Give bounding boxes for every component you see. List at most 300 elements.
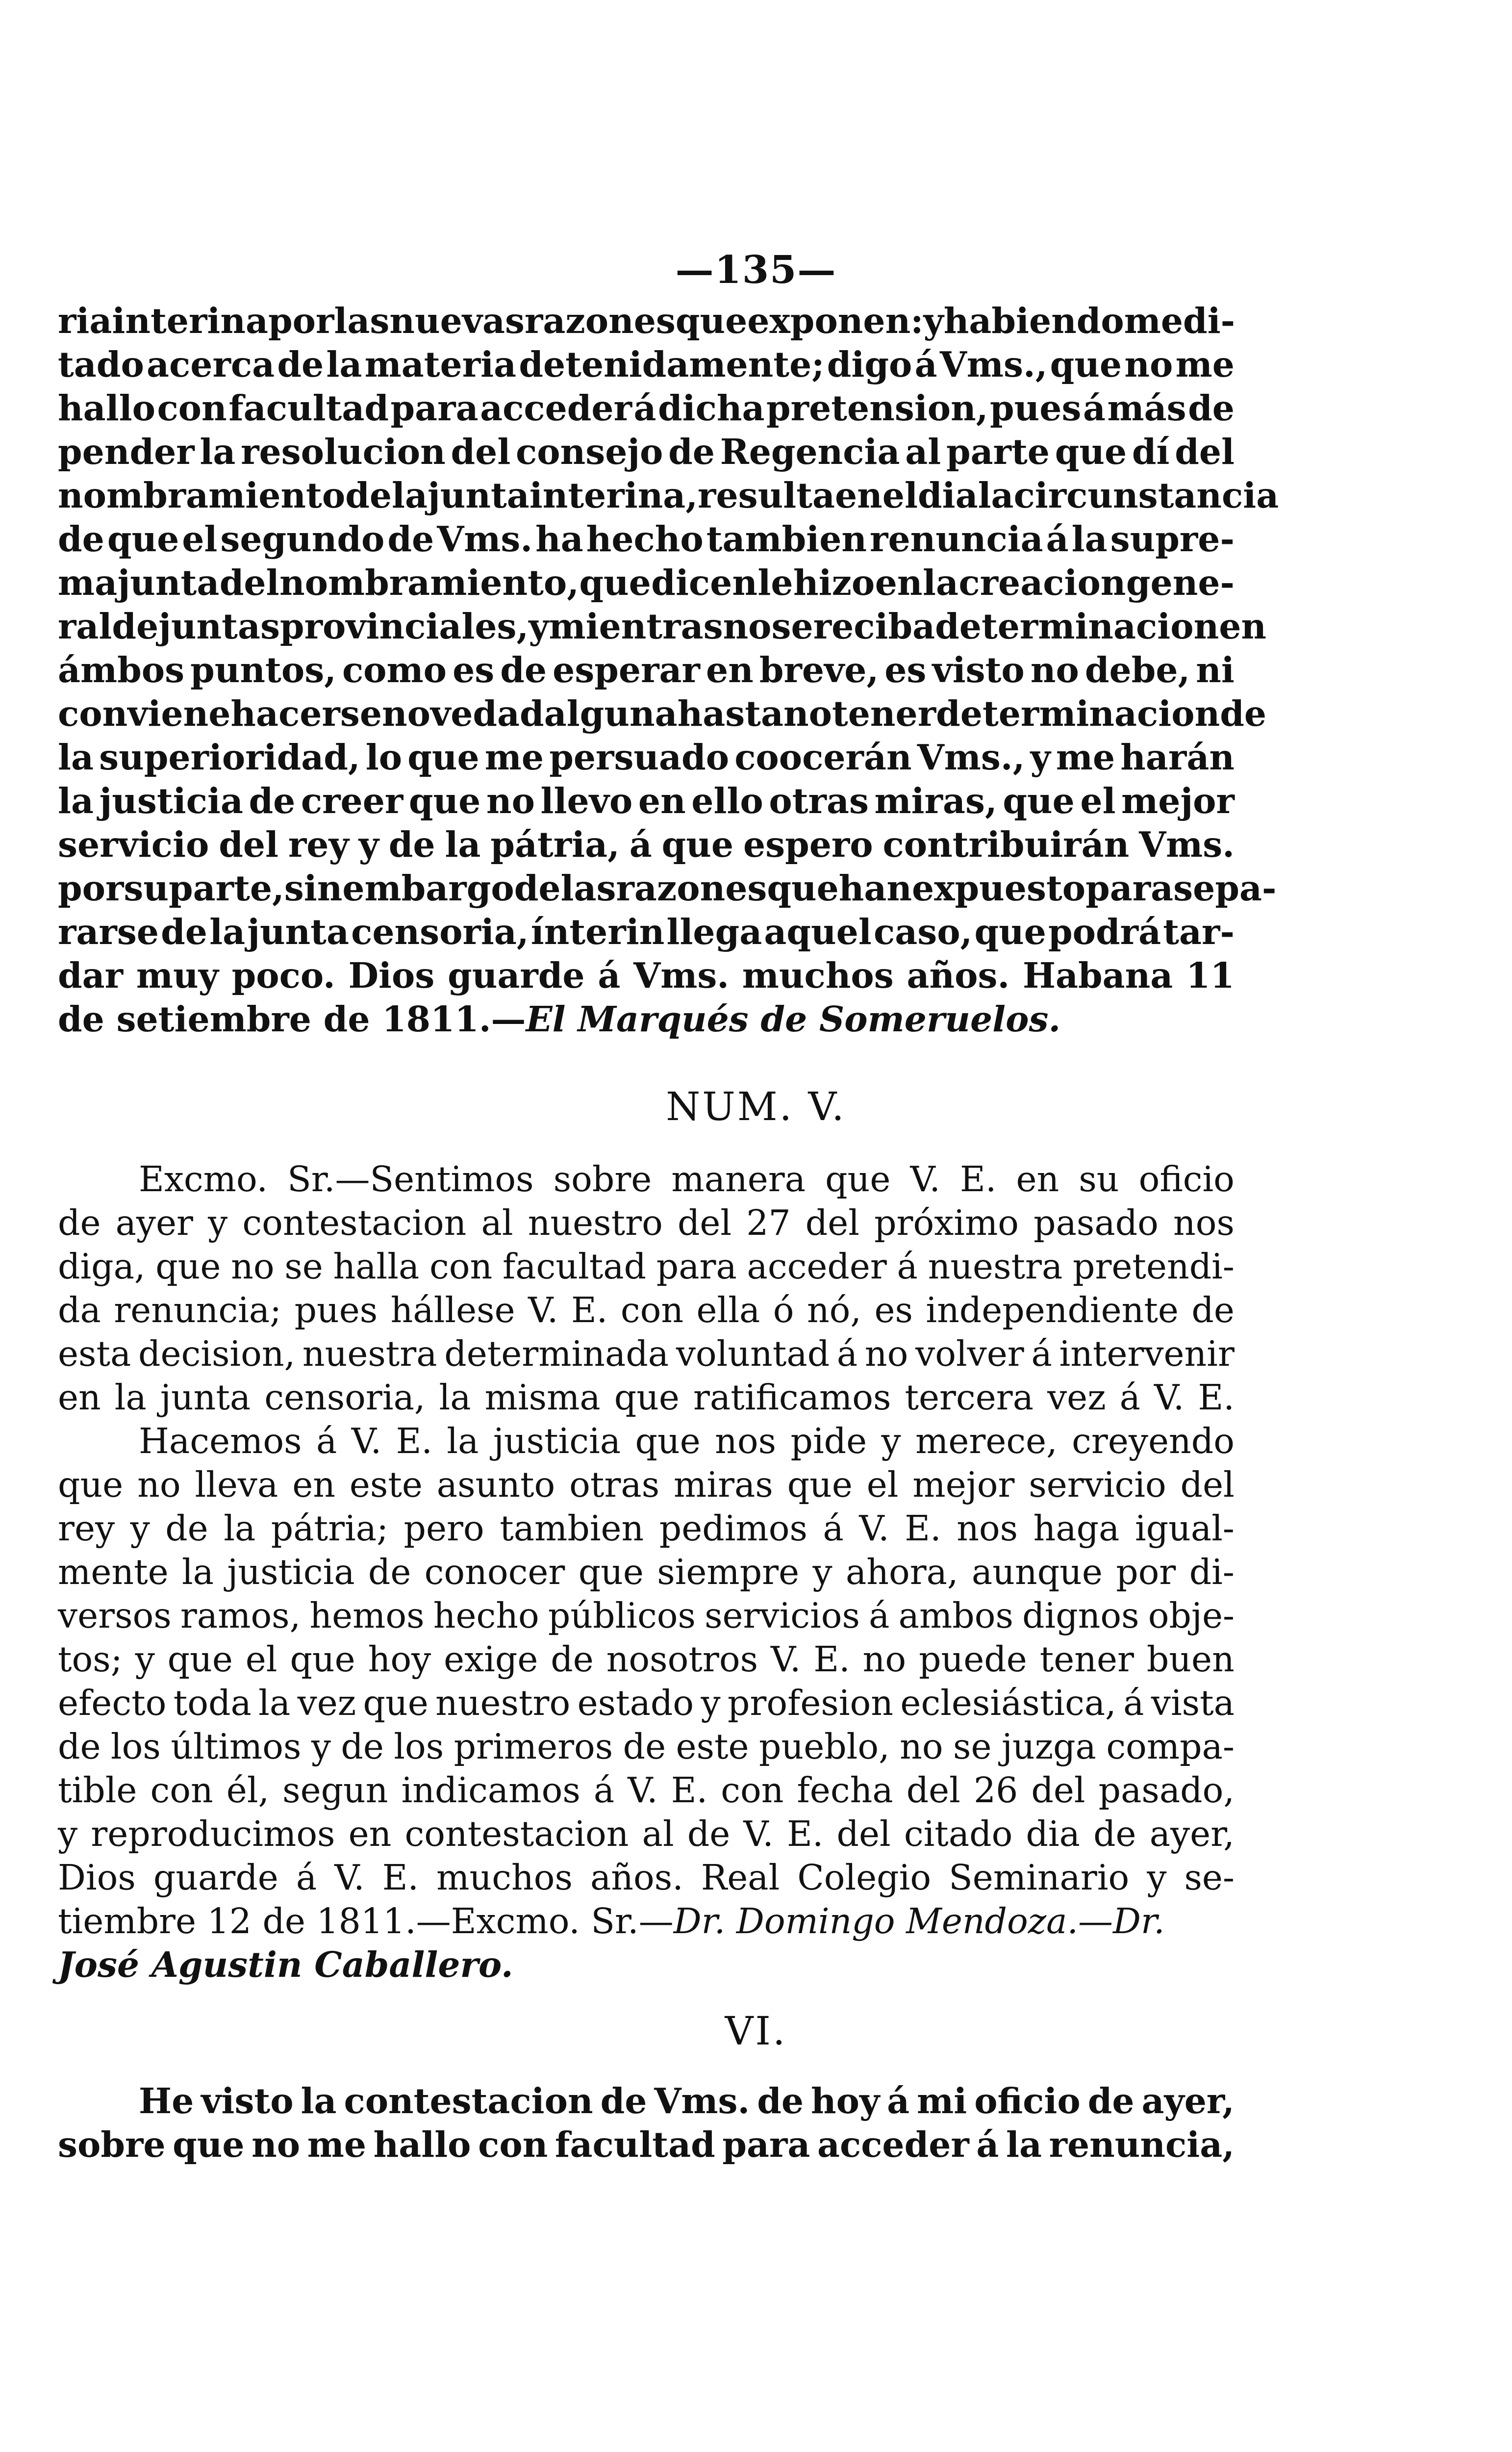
word: hoy — [368, 1639, 431, 1680]
word: mientras — [549, 606, 723, 647]
word: junta — [160, 1377, 251, 1418]
word: breve, — [759, 649, 879, 690]
word: de — [341, 1726, 384, 1767]
word: ello — [691, 780, 763, 821]
word: ramos, — [180, 1595, 301, 1636]
word: nombramiento — [58, 475, 346, 516]
word: servicio — [58, 824, 209, 865]
word: acerca — [147, 344, 275, 385]
word: no — [1030, 649, 1079, 690]
word: haga — [1033, 1508, 1120, 1549]
word: misma — [484, 1377, 601, 1418]
word: contestacion — [404, 1813, 629, 1854]
word: su — [1079, 1159, 1119, 1200]
word: ayer, — [1149, 1813, 1235, 1854]
word: que — [974, 911, 1046, 952]
word: obje- — [1148, 1595, 1235, 1636]
word: Vms. — [1139, 824, 1235, 865]
word: profesion — [727, 1683, 894, 1723]
word: contribuirán — [882, 824, 1130, 865]
word: no — [137, 1464, 181, 1505]
word: nosotros — [606, 1639, 758, 1680]
text-line — [58, 1856, 1235, 1899]
word: sin — [284, 868, 343, 909]
text-line — [58, 1768, 1235, 1812]
word: E. — [959, 1159, 997, 1200]
word: parte — [946, 431, 1050, 472]
word: medi- — [1124, 300, 1235, 341]
word: por — [268, 300, 334, 341]
word: de — [668, 431, 715, 472]
word: hacerse — [230, 693, 382, 734]
word: que — [825, 1159, 891, 1200]
word: censoria, — [351, 911, 529, 952]
word: Dios — [348, 955, 435, 996]
word: servicio — [1029, 1464, 1166, 1505]
word: Real — [701, 1857, 780, 1898]
page-number: —135— — [675, 248, 837, 292]
word: oficio — [1138, 1159, 1235, 1200]
signature-line — [58, 1943, 1235, 1987]
word: ratificamos — [693, 1377, 891, 1418]
word: hoy — [810, 2080, 880, 2121]
word: Colegio — [797, 1857, 932, 1898]
word: de — [1087, 2080, 1134, 2121]
word: aunque — [971, 1552, 1103, 1592]
word: me — [484, 737, 544, 778]
word: el — [245, 1639, 277, 1680]
word: con — [429, 1246, 493, 1287]
word: Habana — [1022, 955, 1173, 996]
word: para — [390, 387, 479, 429]
word: de — [1220, 693, 1267, 734]
word: del — [1175, 431, 1235, 472]
text-line — [58, 954, 1235, 997]
word: de — [600, 2080, 647, 2121]
word: facultad — [228, 387, 389, 429]
word: sobre — [58, 2124, 166, 2165]
word: podrá — [1048, 911, 1161, 952]
word: y — [701, 1683, 721, 1723]
word: se — [284, 1246, 323, 1287]
word: pátria, — [490, 824, 620, 865]
word: ha — [535, 518, 583, 560]
word: nuestro — [528, 1202, 663, 1243]
text-line — [58, 1594, 1235, 1637]
word: á — [633, 387, 656, 429]
word: decision, — [138, 1333, 296, 1374]
word: Dios — [58, 1857, 136, 1898]
word: nos — [957, 1508, 1018, 1549]
word: dí — [1132, 431, 1170, 472]
word: le — [757, 562, 793, 603]
word: la — [439, 1377, 471, 1418]
word: mejor — [912, 1464, 1015, 1505]
word: de — [1093, 1813, 1136, 1854]
word: su — [124, 868, 169, 909]
word: que — [1050, 344, 1122, 385]
word: del — [836, 1813, 891, 1854]
word: que — [767, 868, 839, 909]
word: tambien — [500, 1508, 644, 1549]
word: al — [481, 1202, 513, 1243]
word: que — [58, 1464, 124, 1505]
word: halla — [333, 1246, 420, 1287]
word: la — [445, 824, 481, 865]
word: que — [614, 1377, 680, 1418]
word: nuestra — [928, 1246, 1063, 1287]
word: de — [757, 2080, 804, 2121]
word: las — [560, 868, 616, 909]
word: á — [1046, 518, 1069, 560]
word: rarse — [58, 911, 159, 952]
text-line — [58, 474, 1279, 517]
text-line — [58, 299, 1235, 343]
word: nó, — [806, 1290, 861, 1330]
word: hallo — [373, 2124, 471, 2165]
word: como — [342, 649, 447, 690]
word: ral — [58, 606, 112, 647]
word: lleva — [195, 1464, 278, 1505]
word: servicios — [705, 1595, 860, 1636]
word: Vms., — [939, 344, 1048, 385]
word: esperar — [553, 649, 700, 690]
word: provinciales, — [279, 606, 529, 647]
word: con — [478, 2124, 548, 2165]
word: citado — [904, 1813, 1013, 1854]
word: á — [316, 1421, 337, 1461]
word: públicos — [548, 1595, 696, 1636]
word: de — [387, 518, 434, 560]
word: poco. — [231, 955, 335, 996]
word: me — [307, 2124, 367, 2165]
word: detenidamente; — [519, 344, 825, 385]
word: voluntad — [676, 1333, 830, 1374]
word: hallo — [58, 387, 155, 429]
word: pedimos — [659, 1508, 807, 1549]
word: de — [277, 344, 324, 385]
word: pretension, — [766, 387, 988, 429]
word: nuevas — [389, 300, 525, 341]
word: circunstancia — [1013, 475, 1279, 516]
word: vez — [1047, 1377, 1106, 1418]
word: dar — [58, 955, 124, 996]
text-line — [58, 1681, 1235, 1725]
text-line — [58, 1419, 1235, 1463]
word: pasado — [1033, 1202, 1159, 1243]
word: á — [914, 344, 937, 385]
word: llevo — [540, 780, 633, 821]
word: de — [112, 606, 159, 647]
word: persuado — [549, 737, 730, 778]
word: dicen — [651, 562, 757, 603]
word: tos; — [58, 1639, 123, 1680]
word: por — [58, 868, 124, 909]
word: se — [771, 606, 813, 647]
word: que — [675, 300, 748, 341]
word: coocerán — [734, 737, 912, 778]
word: sobre — [553, 1159, 652, 1200]
word: de — [1191, 1290, 1235, 1330]
word: espero — [743, 824, 873, 865]
word: miras, — [874, 780, 997, 821]
word: guarde — [448, 955, 585, 996]
text-line — [58, 1550, 1235, 1594]
word: puntos, — [190, 649, 336, 690]
word: de — [514, 868, 561, 909]
word: Vms. — [633, 955, 730, 996]
word: y — [135, 1639, 155, 1680]
word: reciba — [813, 606, 935, 647]
word: juntas — [158, 606, 280, 647]
word: Vms. — [437, 518, 533, 560]
text-line — [58, 823, 1235, 867]
word: dignos — [1022, 1595, 1139, 1636]
word: rey — [288, 824, 349, 865]
text-line — [58, 561, 1235, 605]
word: nuestro — [435, 1683, 571, 1723]
word: juzga — [1001, 1726, 1096, 1767]
word: el — [182, 518, 218, 560]
word: tambien — [706, 518, 867, 560]
word: la — [301, 2080, 337, 2121]
word: embargo — [342, 868, 514, 909]
word: que — [167, 1639, 233, 1680]
text-line — [58, 1201, 1235, 1245]
word: ni — [1196, 649, 1235, 690]
word: E. — [396, 1421, 432, 1461]
word: de — [161, 911, 207, 952]
word: y — [58, 1813, 78, 1854]
closing-date: de setiembre de 1811.— — [58, 998, 526, 1040]
word: en — [875, 562, 923, 603]
word: exige — [444, 1639, 538, 1680]
word: que — [407, 737, 479, 778]
word: más — [1107, 387, 1186, 429]
word: compa- — [1106, 1726, 1235, 1767]
word: el — [866, 1464, 899, 1505]
word: pero — [403, 1508, 484, 1549]
word: ó — [773, 1290, 794, 1330]
word: justicia — [493, 1421, 621, 1461]
word: años. — [907, 955, 1010, 996]
closing-date: tiembre 12 de 1811.—Excmo. Sr.— — [58, 1901, 674, 1941]
word: que — [155, 1246, 221, 1287]
word: puede — [919, 1639, 1027, 1680]
text-line — [58, 2123, 1235, 2167]
text-line — [58, 1245, 1235, 1288]
word: la — [392, 475, 428, 516]
word: caso, — [873, 911, 973, 952]
word: hemos — [309, 1595, 425, 1636]
word: toda — [173, 1683, 252, 1723]
word: debe, — [1084, 649, 1190, 690]
word: interina, — [529, 475, 698, 516]
word: la — [58, 780, 94, 821]
word: V. — [1154, 1377, 1184, 1418]
word: de — [500, 649, 547, 690]
word: del — [677, 1202, 732, 1243]
word: E. — [671, 1770, 708, 1811]
word: acceder — [747, 1246, 887, 1287]
word: ria — [58, 300, 112, 341]
word: tener — [1039, 1639, 1134, 1680]
word: hecho — [586, 518, 704, 560]
text-line — [58, 1725, 1235, 1768]
word: la — [922, 562, 958, 603]
word: Seminario — [949, 1857, 1130, 1898]
word: supre- — [1110, 518, 1235, 560]
word: la — [1006, 2124, 1042, 2165]
word: pender — [58, 431, 195, 472]
word: la — [978, 475, 1014, 516]
word: segun — [282, 1770, 388, 1811]
word: en — [348, 1813, 392, 1854]
word: alguna — [544, 693, 678, 734]
word: renuncia; — [114, 1290, 282, 1330]
word: de — [58, 1202, 101, 1243]
word: que — [787, 1464, 853, 1505]
word: me — [1056, 737, 1115, 778]
word: justicia — [227, 1552, 355, 1592]
signature: José Agustin Caballero. — [58, 1944, 513, 1985]
word: V. — [770, 1639, 801, 1680]
word: oficio — [974, 2080, 1081, 2121]
text-line — [58, 1157, 1235, 1201]
word: Excmo. — [139, 1159, 268, 1200]
word: V. — [628, 1770, 658, 1811]
word: para — [722, 2124, 810, 2165]
word: y — [923, 300, 944, 341]
word: del — [805, 1202, 859, 1243]
word: que — [578, 1552, 644, 1592]
word: ámbos — [58, 649, 185, 690]
word: á — [629, 824, 652, 865]
word: del — [1180, 1464, 1235, 1505]
word: tar- — [1163, 911, 1235, 952]
word: al — [642, 1813, 674, 1854]
word: la — [447, 1421, 479, 1461]
word: á — [598, 955, 621, 996]
word: en — [292, 1464, 335, 1505]
word: pretendi- — [1073, 1246, 1235, 1287]
word: que — [661, 824, 734, 865]
word: He — [139, 2080, 194, 2121]
heading-num-v: NUM. V. — [666, 1084, 846, 1129]
word: á — [823, 1508, 844, 1549]
word: otras — [569, 1464, 660, 1505]
word: este — [349, 1464, 423, 1505]
word: á — [976, 2124, 999, 2165]
word: el — [882, 475, 918, 516]
word: creyendo — [1072, 1421, 1235, 1461]
word: Sr.—Sentimos — [287, 1159, 534, 1200]
word: pueblo, — [759, 1726, 890, 1767]
word: tado — [58, 344, 144, 385]
word: y — [358, 824, 379, 865]
word: renuncia, — [1049, 2124, 1235, 2165]
word: junta — [428, 475, 529, 516]
word: de — [165, 1508, 208, 1549]
word: no — [486, 780, 535, 821]
word: dia — [1026, 1813, 1080, 1854]
word: justicia — [99, 780, 243, 821]
word: no — [723, 606, 772, 647]
word: manera — [671, 1159, 806, 1200]
word: de — [345, 475, 392, 516]
word: con — [620, 1290, 684, 1330]
word: tercera — [905, 1377, 1034, 1418]
word: y — [311, 1726, 331, 1767]
word: mente — [58, 1552, 169, 1592]
word: la — [58, 737, 94, 778]
word: renuncia — [870, 518, 1043, 560]
word: á — [296, 1857, 317, 1898]
word: al — [905, 431, 941, 472]
word: para — [1085, 868, 1174, 909]
word: pasado, — [1098, 1770, 1235, 1811]
word: diga, — [58, 1246, 146, 1287]
word: de — [623, 1726, 666, 1767]
text-line — [58, 1812, 1235, 1856]
word: habiendo — [943, 300, 1124, 341]
word: gene- — [1126, 562, 1235, 603]
word: V. — [528, 1290, 558, 1330]
word: de — [368, 1552, 411, 1592]
word: de — [687, 1813, 731, 1854]
word: muchos — [436, 1857, 573, 1898]
word: reproducimos — [91, 1813, 335, 1854]
word: y — [1147, 1857, 1167, 1898]
word: mi — [917, 2080, 967, 2121]
word: eclesiástica, — [900, 1683, 1116, 1723]
word: junta — [247, 911, 349, 952]
word: las — [334, 300, 390, 341]
word: conviene — [58, 693, 231, 734]
word: mejor — [1121, 780, 1235, 821]
word: han — [838, 868, 912, 909]
text-line — [58, 1288, 1235, 1332]
word: interina — [112, 300, 268, 341]
word: resulta — [698, 475, 835, 516]
word: él, — [226, 1770, 270, 1811]
word: próximo — [874, 1202, 1019, 1243]
word: di- — [1189, 1552, 1235, 1592]
text-line — [58, 779, 1235, 823]
word: nuestra — [302, 1333, 437, 1374]
word: razones — [525, 300, 676, 341]
word: los — [110, 1726, 161, 1767]
word: dicha — [658, 387, 765, 429]
word: es — [453, 649, 495, 690]
word: del — [1031, 1770, 1085, 1811]
word: que — [1055, 431, 1127, 472]
word: á — [887, 2080, 910, 2121]
word: nos — [1173, 1202, 1235, 1243]
text-line — [58, 343, 1235, 386]
word: igual- — [1134, 1508, 1235, 1549]
word: ella — [696, 1290, 760, 1330]
text-line — [58, 2079, 1235, 2123]
word: pues — [294, 1290, 378, 1330]
word: á — [1031, 1333, 1052, 1374]
word: aquel — [764, 911, 872, 952]
word: volver — [915, 1333, 1024, 1374]
word: la — [200, 431, 236, 472]
text-line — [58, 605, 1267, 648]
word: que — [363, 1683, 428, 1723]
word: que — [107, 518, 179, 560]
